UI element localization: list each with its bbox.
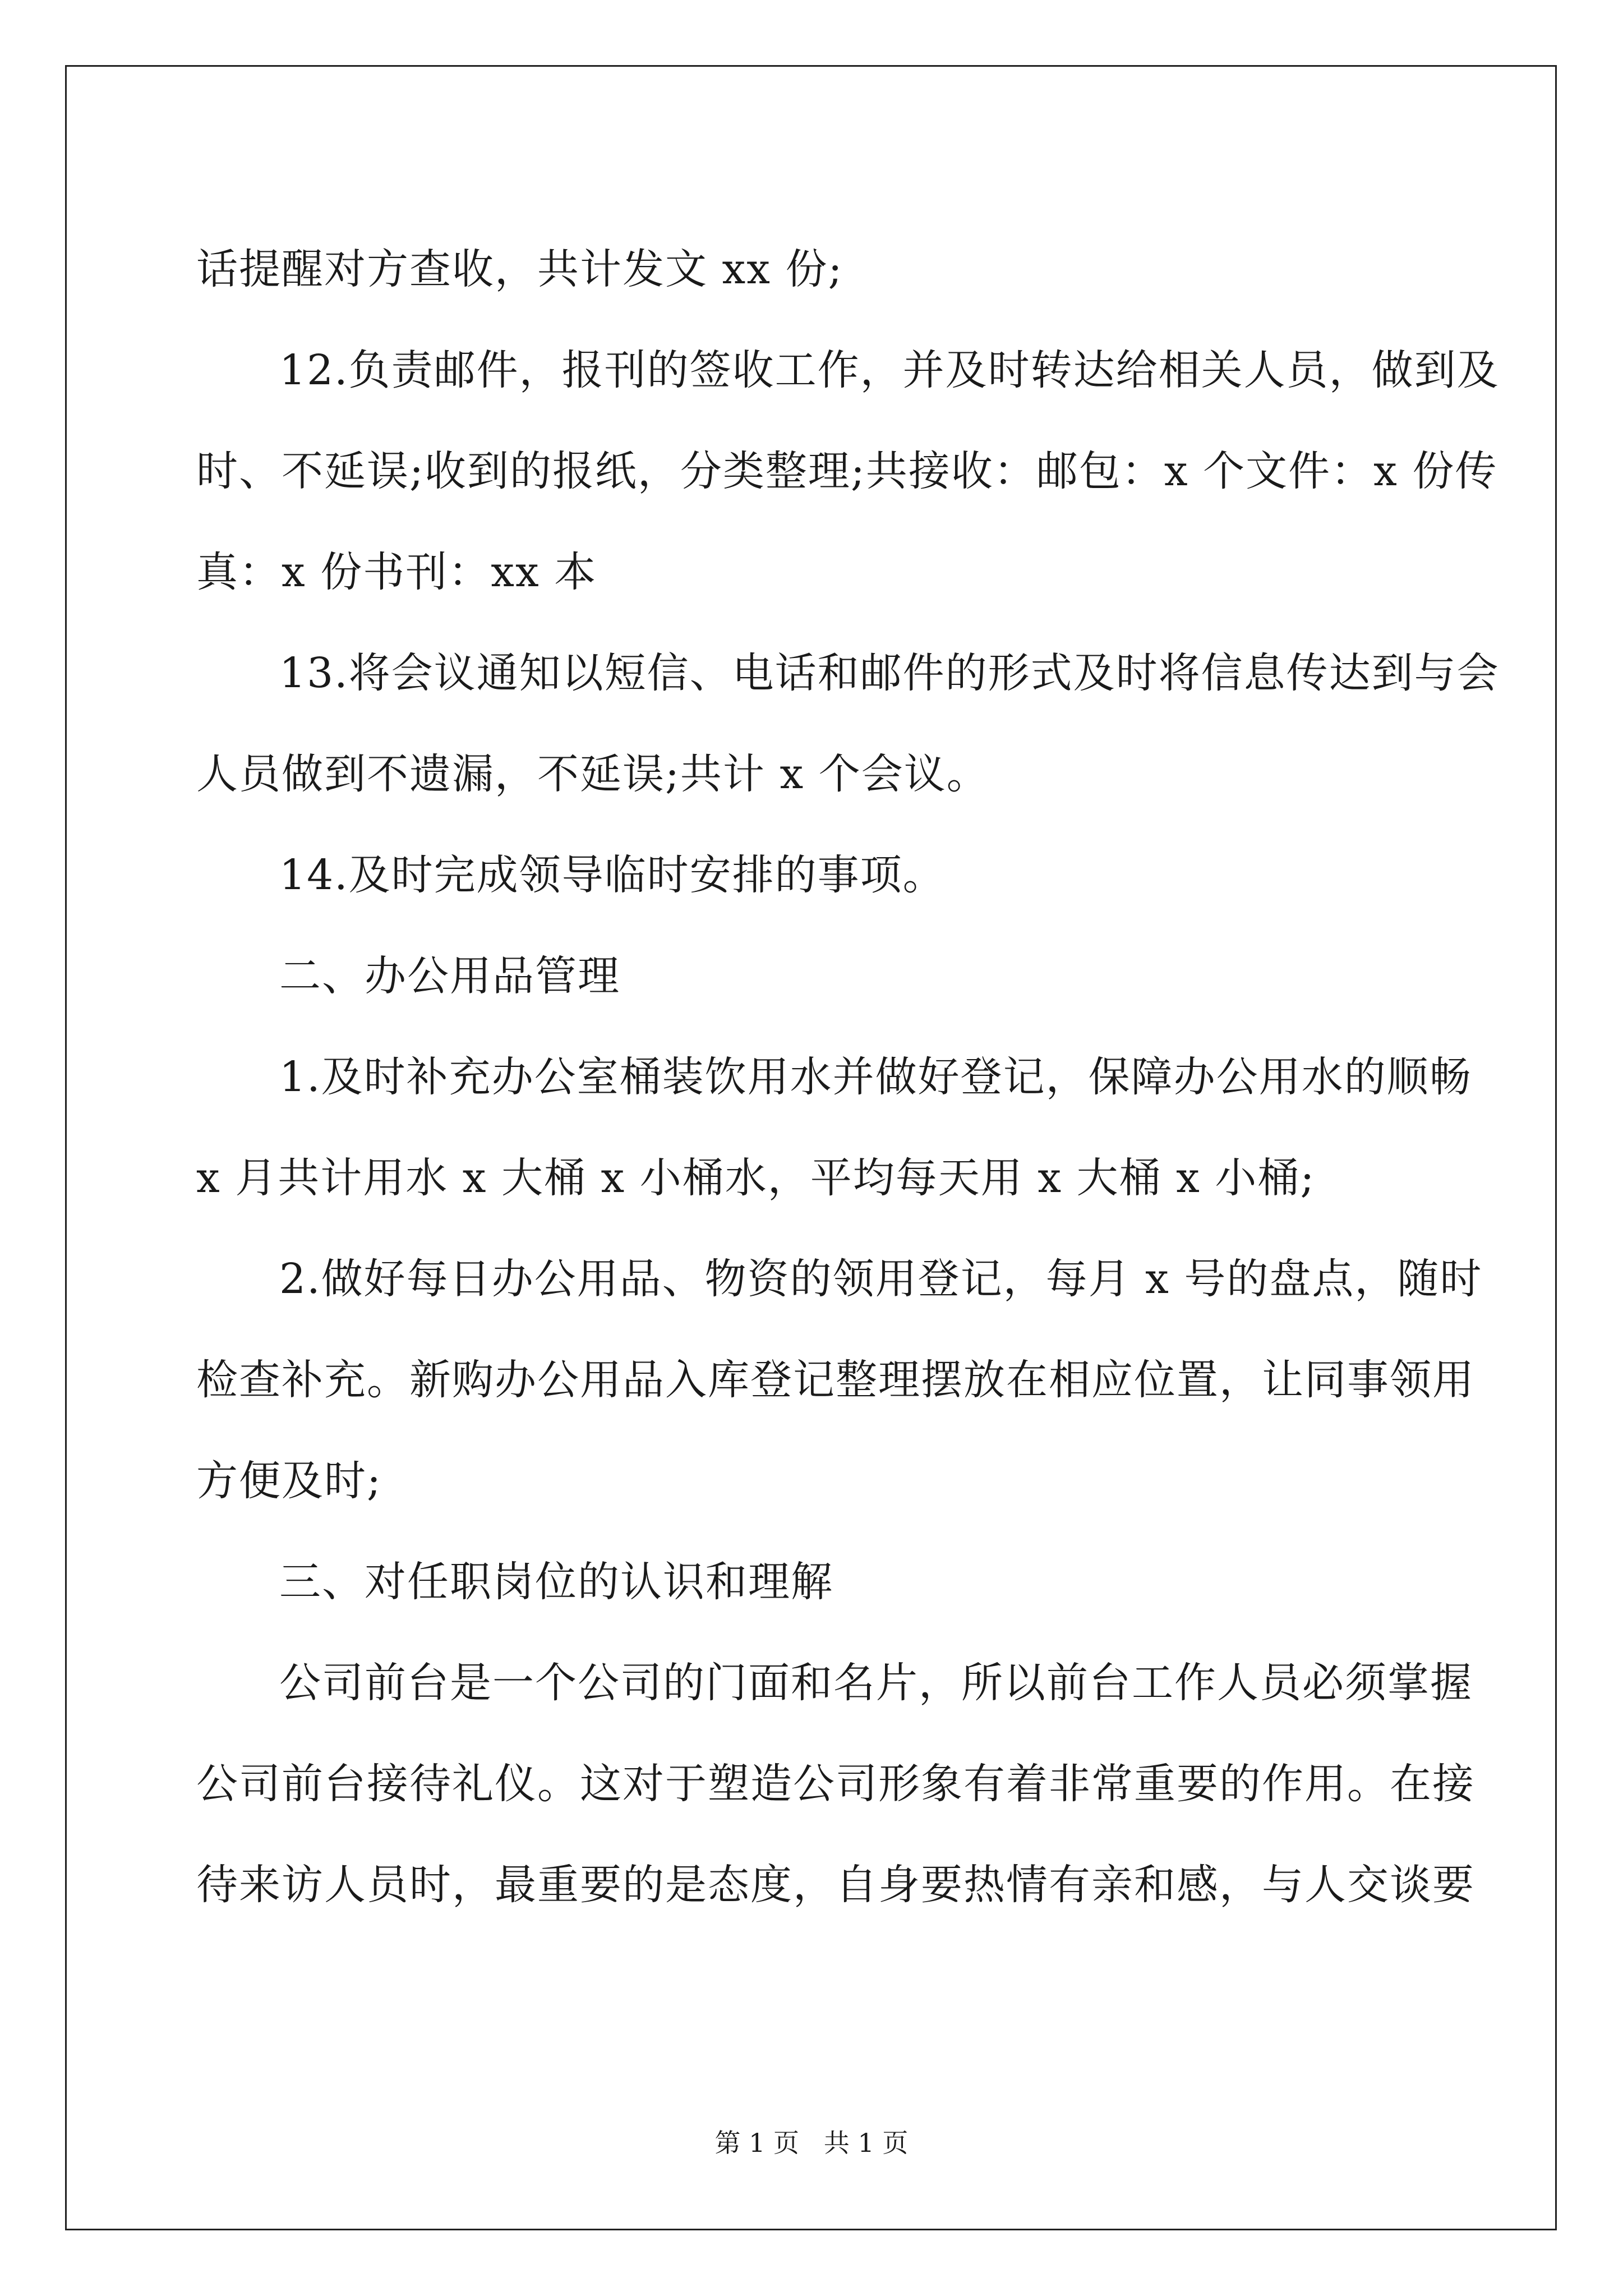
text-line: 14.及时完成领导临时安排的事项。 [279,851,946,899]
text-line: 真：x 份书刊：xx 本 [196,548,597,596]
document-body [196,219,1500,1935]
text-line: 时、不延误;收到的报纸，分类整理;共接收：邮包：x 个文件：x 份传 [196,447,1498,495]
text-line: 方便及时; [196,1457,382,1505]
text-line: 12.负责邮件，报刊的签收工作，并及时转达给相关人员，做到及 [279,346,1500,394]
text-line: 话提醒对方查收，共计发文 xx 份; [196,245,843,293]
text-line: x 月共计用水 x 大桶 x 小桶水，平均每天用 x 大桶 x 小桶; [196,1154,1316,1202]
text-line: 公司前台接待礼仪。这对于塑造公司形象有着非常重要的作用。在接 [196,1760,1475,1808]
text-line: 1.及时补充办公室桶装饮用水并做好登记，保障办公用水的顺畅 [279,1053,1472,1101]
text-line: 待来访人员时，最重要的是态度，自身要热情有亲和感，与人交谈要 [196,1861,1475,1909]
section-heading: 三、对任职岗位的认识和理解 [279,1558,833,1606]
section-heading: 二、办公用品管理 [279,952,620,1000]
text-line: 公司前台是一个公司的门面和名片，所以前台工作人员必须掌握 [279,1659,1473,1707]
text-line: 检查补充。新购办公用品入库登记整理摆放在相应位置，让同事领用 [196,1356,1475,1404]
page-number-footer: 第 1 页 共 1 页 [714,2128,909,2158]
text-line: 13.将会议通知以短信、电话和邮件的形式及时将信息传达到与会 [279,649,1500,697]
text-line: 人员做到不遗漏，不延误;共计 x 个会议。 [196,750,989,798]
text-line: 2.做好每日办公用品、物资的领用登记，每月 x 号的盘点，随时 [279,1255,1483,1303]
